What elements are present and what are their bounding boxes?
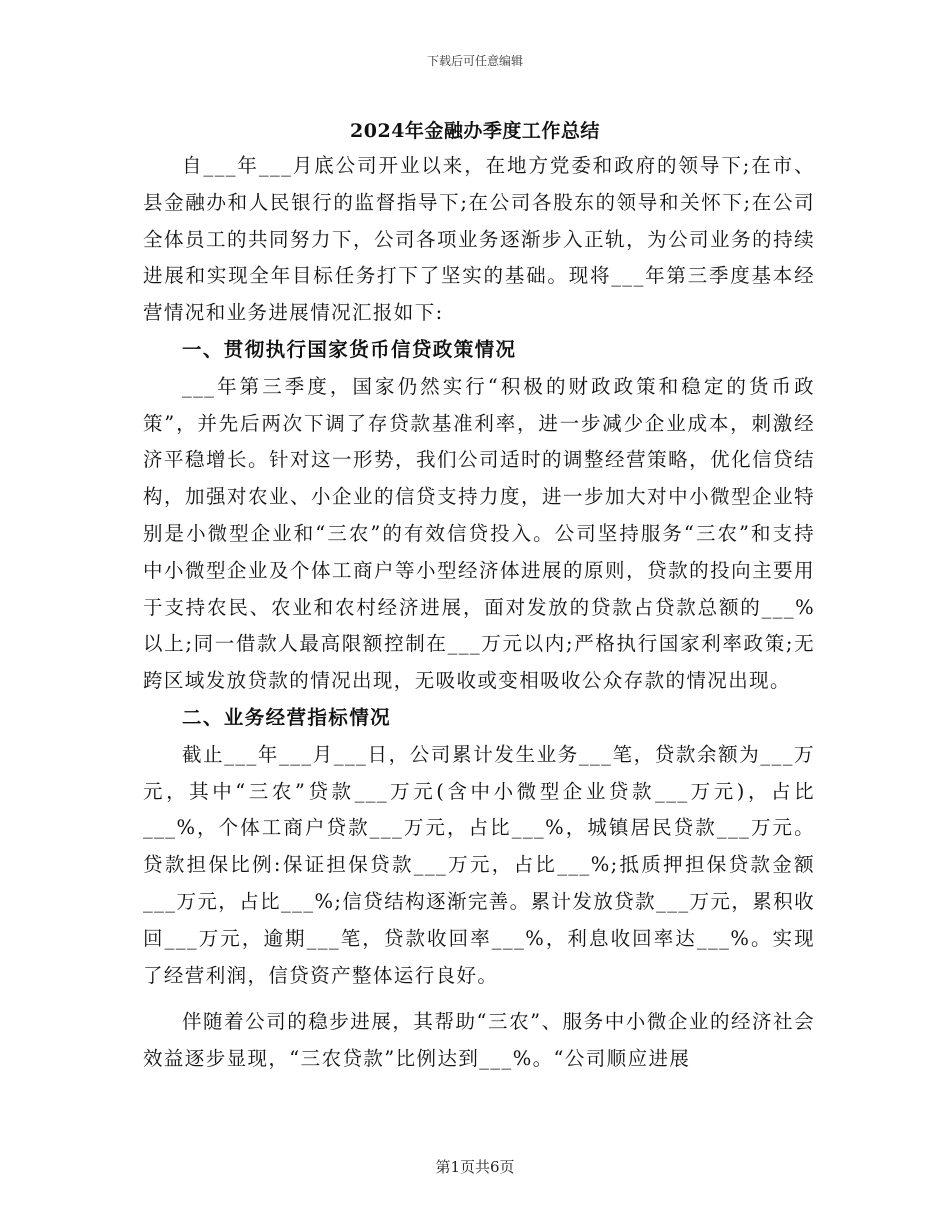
section-heading-2: 二、业务经营指标情况 <box>182 705 392 729</box>
document-body <box>143 148 815 1078</box>
page-header-note: 下载后可任意编辑 <box>426 54 523 68</box>
section-2-paragraph-continued: 伴随着公司的稳步进展，其帮助“三农”、服务中小微企业的经济社会效益逐步显现，“三农贷款”比例达到___%。“公司顺应进展 <box>143 1010 815 1071</box>
document-title: 2024年金融办季度工作总结 <box>350 120 600 142</box>
section-2-paragraph: 截止___年___月___日，公司累计发生业务___笔，贷款余额为___万元，其中“三农”贷款___万元(含中小微型企业贷款___万元)，占比___%，个体工商户贷款___万元，占比___%，城镇居民贷款___万元。贷款担保比例:保证担保贷款___万元，占比___%;抵质押担保贷款金额___万元，占比___%;信贷结构逐渐完善。累计发放贷款___万元，累积收回___万元，逾期___笔，贷款收回率___%，利息收回率达___%。实现了经营利润，信贷资产整体运行良好。 <box>143 742 815 987</box>
section-heading-1: 一、贯彻执行国家货币信贷政策情况 <box>182 337 517 361</box>
page-number-footer: 第1页共6页 <box>435 1158 515 1176</box>
section-1-paragraph: ___年第三季度，国家仍然实行“积极的财政政策和稳定的货币政策”，并先后两次下调了存贷款基准利率，进一步减少企业成本，刺激经济平稳增长。针对这一形势，我们公司适时的调整经营策略，优化信贷结构，加强对农业、小企业的信贷支持力度，进一步加大对中小微型企业特别是小微型企业和“三农”的有效信贷投入。公司坚持服务“三农”和支持中小微型企业及个体工商户等小型经济体进展的原则，贷款的投向主要用于支持农民、农业和农村经济进展，面对发放的贷款占贷款总额的___%以上;同一借款人最高限额控制在___万元以内;严格执行国家利率政策;无跨区域发放贷款的情况出现，无吸收或变相吸收公众存款的情况出现。 <box>143 374 815 693</box>
intro-paragraph: 自___年___月底公司开业以来，在地方党委和政府的领导下;在市、县金融办和人民银行的监督指导下;在公司各股东的领导和关怀下;在公司全体员工的共同努力下，公司各项业务逐渐步入正轨，为公司业务的持续进展和实现全年目标任务打下了坚实的基础。现将___年第三季度基本经营情况和业务进展情况汇报如下: <box>143 154 815 325</box>
